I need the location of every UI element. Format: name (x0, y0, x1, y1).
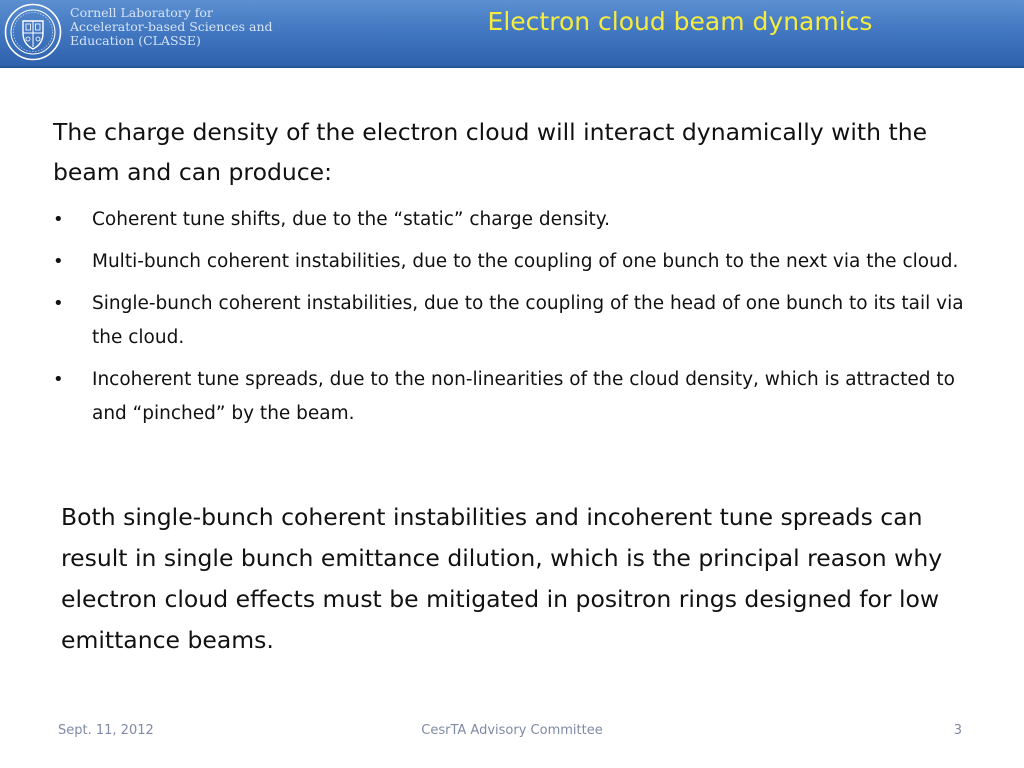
bullet-list (53, 203, 973, 439)
footer-event: CesrTA Advisory Committee (421, 723, 603, 738)
bullet-glyph: • (53, 209, 64, 230)
list-item-text: Coherent tune shifts, due to the “static” charge density. (92, 209, 610, 230)
slide-number: 3 (953, 723, 962, 738)
bullet-glyph: • (53, 293, 64, 314)
slide-title: Electron cloud beam dynamics (487, 7, 873, 36)
cornell-seal-icon (4, 3, 62, 61)
list-item-text: Incoherent tune spreads, due to the non-linearities of the cloud density, which is attracted to and “pinched” by the beam. (92, 369, 956, 424)
list-item (53, 245, 973, 279)
list-item-text: Multi-bunch coherent instabilities, due to the coupling of one bunch to the next via the cloud. (92, 251, 959, 272)
list-item (53, 203, 973, 237)
intro-text: The charge density of the electron cloud will interact dynamically with the beam and can produce: (53, 118, 928, 186)
bullet-glyph: • (53, 251, 64, 272)
list-item (53, 363, 973, 431)
lab-name-line: Accelerator-based Sciences and (70, 19, 273, 34)
list-item (53, 287, 973, 355)
list-item-text: Single-bunch coherent instabilities, due to the coupling of the head of one bunch to its tail via the cloud. (92, 293, 964, 348)
slide-header (0, 0, 1024, 68)
lab-name-line: Education (CLASSE) (70, 33, 201, 48)
summary-text: Both single-bunch coherent instabilities and incoherent tune spreads can result in single bunch emittance dilution, which is the principal reason why electron cloud effects must be mitigated in positron rings designed for low emittance beams. (61, 503, 943, 654)
lab-name-line: Cornell Laboratory for (70, 5, 213, 20)
bullet-glyph: • (53, 369, 64, 390)
lab-name (70, 6, 300, 48)
footer-date: Sept. 11, 2012 (58, 723, 154, 738)
